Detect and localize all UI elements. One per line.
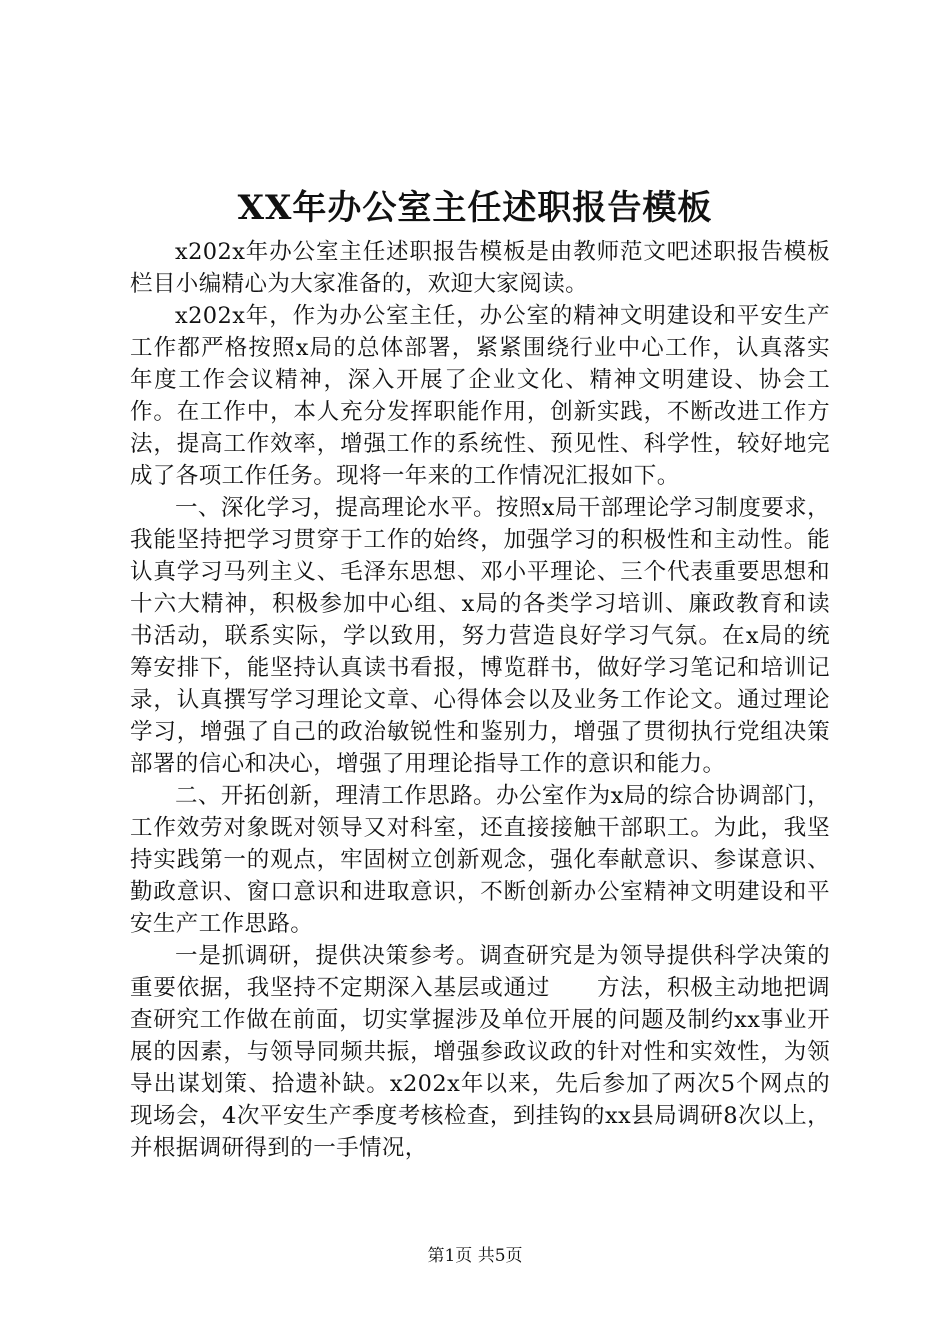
document-title: XX年办公室主任述职报告模板 — [237, 188, 713, 228]
paragraph-research: 一是抓调研，提供决策参考。调查研究是为领导提供科学决策的重要依据，我坚持不定期深入基层或通过 方法，积极主动地把调查研究工作做在前面，切实掌握涉及单位开展的问题及制约xx事业开展的因素，与领导同频共振，增强参政议政的针对性和实效性，为领导出谋划策、拾遗补缺。x202x年以来，先后参加了两次5个网点的现场会，4次平安生产季度考核检查，到挂钩的xx县局调研8次以上，并根据调研得到的一手情况， — [130, 943, 830, 1161]
paragraph-innovation: 二、开拓创新，理清工作思路。办公室作为x局的综合协调部门，工作效劳对象既对领导又对科室，还直接接触干部职工。为此，我坚持实践第一的观点，牢固树立创新观念，强化奉献意识、参谋意识、勤政意识、窗口意识和进取意识，不断创新办公室精神文明建设和平安生产工作思路。 — [130, 783, 830, 937]
document-body — [130, 236, 830, 1164]
paragraph-overview: x202x年，作为办公室主任，办公室的精神文明建设和平安生产工作都严格按照x局的总体部署，紧紧围绕行业中心工作，认真落实年度工作会议精神，深入开展了企业文化、精神文明建设、协会工作。在工作中，本人充分发挥职能作用，创新实践，不断改进工作方法，提高工作效率，增强工作的系统性、预见性、科学性，较好地完成了各项工作任务。现将一年来的工作情况汇报如下。 — [130, 303, 830, 489]
paragraph-study: 一、深化学习，提高理论水平。按照x局干部理论学习制度要求，我能坚持把学习贯穿于工作的始终，加强学习的积极性和主动性。能认真学习马列主义、毛泽东思想、邓小平理论、三个代表重要思想和十六大精神，积极参加中心组、x局的各类学习培训、廉政教育和读书活动，联系实际，学以致用，努力营造良好学习气氛。在x局的统筹安排下，能坚持认真读书看报，博览群书，做好学习笔记和培训记录，认真撰写学习理论文章、心得体会以及业务工作论文。通过理论学习，增强了自己的政治敏锐性和鉴别力，增强了贯彻执行党组决策部署的信心和决心，增强了用理论指导工作的意识和能力。 — [130, 495, 830, 777]
paragraph-intro: x202x年办公室主任述职报告模板是由教师范文吧述职报告模板栏目小编精心为大家准备的，欢迎大家阅读。 — [130, 239, 830, 297]
page-number-footer: 第1页 共5页 — [427, 1246, 523, 1266]
